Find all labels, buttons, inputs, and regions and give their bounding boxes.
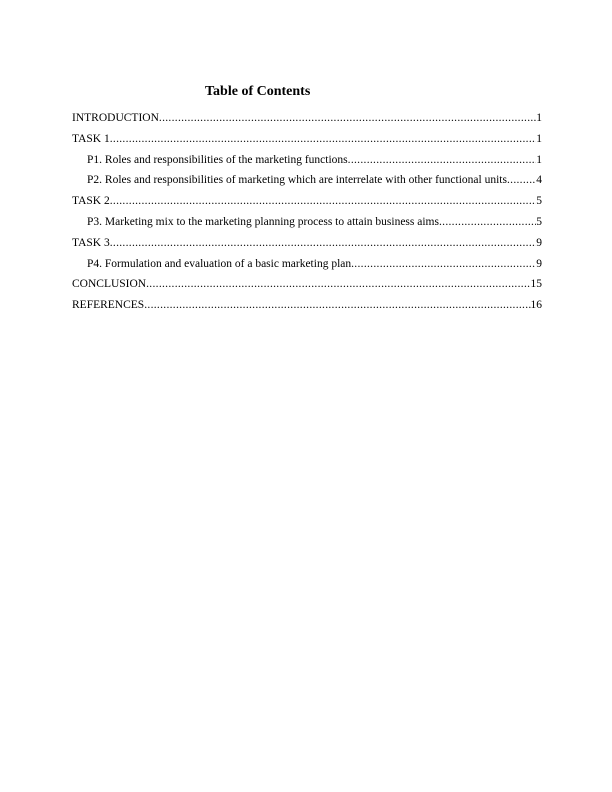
toc-page-number: 15 <box>530 278 542 291</box>
toc-page-number: 1 <box>536 112 542 124</box>
toc-entry-task-1[interactable] <box>72 133 542 154</box>
toc-entry-p2[interactable] <box>72 174 542 195</box>
toc-leader <box>351 258 536 270</box>
toc-page-number: 16 <box>530 299 542 312</box>
toc-leader <box>159 112 536 124</box>
toc-leader <box>348 154 537 166</box>
toc-leader <box>110 133 537 145</box>
toc-leader <box>507 174 536 186</box>
toc-entry-text: P1. Roles and responsibilities of the marketing functions <box>87 153 348 166</box>
toc-entry-text: TASK 2 <box>72 195 110 208</box>
toc-entry-conclusion[interactable] <box>72 278 542 299</box>
toc-entry-text: P4. Formulation and evaluation of a basic marketing plan <box>87 257 352 270</box>
toc-entry-task-2[interactable] <box>72 195 542 216</box>
toc-page-number: 5 <box>536 215 542 228</box>
toc-page-number: 9 <box>536 236 542 249</box>
toc-entry-text: TASK 1 <box>72 132 110 145</box>
toc-entry-text: P3. Marketing mix to the marketing planning process to attain business aims <box>87 215 439 228</box>
toc-title: Table of Contents <box>205 84 311 99</box>
toc-leader <box>110 195 537 207</box>
toc-entry-introduction[interactable] <box>72 112 542 133</box>
toc-page-number: 4 <box>536 174 542 187</box>
toc-entry-references[interactable] <box>72 299 542 320</box>
toc-leader <box>110 237 537 249</box>
toc-entry-p1[interactable] <box>72 154 542 175</box>
toc-page-number: 5 <box>536 195 542 208</box>
toc-page-number: 9 <box>536 257 542 270</box>
toc-entry-text: CONCLUSION <box>72 278 147 291</box>
toc-entry-task-3[interactable] <box>72 237 542 258</box>
toc-entry-p4[interactable] <box>72 258 542 279</box>
toc-entry-p3[interactable] <box>72 216 542 237</box>
toc-entry-text: REFERENCES <box>72 299 145 312</box>
toc-entry-text: INTRODUCTION <box>72 112 159 124</box>
toc-entry-text: TASK 3 <box>72 236 110 249</box>
toc-leader <box>146 278 530 290</box>
toc-list <box>72 112 542 320</box>
toc-leader <box>144 299 530 311</box>
toc-leader <box>439 216 536 228</box>
toc-page-number: 1 <box>536 132 542 145</box>
toc-page-number: 1 <box>536 153 542 166</box>
toc-entry-text: P2. Roles and responsibilities of marketing which are interrelate with other functional units <box>87 174 507 187</box>
